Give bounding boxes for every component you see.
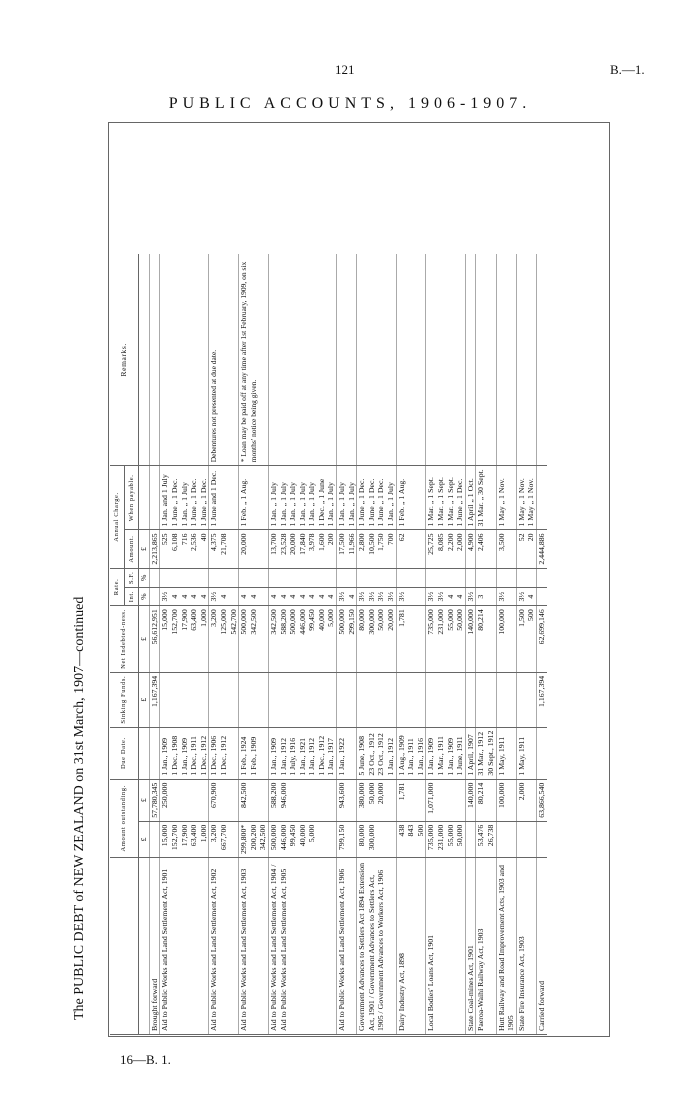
annual-amount-cell: 13,700 23,528 20,000 17,840 3,978 1,600 200 xyxy=(268,530,336,568)
table-row xyxy=(149,254,160,1034)
amount-detail-cell: 799,150 xyxy=(337,821,357,857)
net-indebtedness-cell: 1,500 500 xyxy=(516,606,536,673)
annual-amount-cell: 3,500 xyxy=(496,530,516,568)
net-indebtedness-cell: 140,000 xyxy=(465,606,476,673)
net-indebtedness-cell: 342,500 588,200 500,000 446,000 99,450 40,000 5,000 xyxy=(268,606,336,673)
table-row xyxy=(476,254,496,1034)
sinking-fund-cell xyxy=(476,672,496,727)
when-payable-cell xyxy=(149,466,160,530)
rotated-table-container xyxy=(110,125,610,1035)
interest-rate-cell: 4 4 xyxy=(239,588,269,606)
unit-pound: £ xyxy=(139,530,150,568)
amount-total-cell: 588,200 946,000 xyxy=(268,779,336,821)
row-label-cell: Hutt Railway and Road Improvement Acts, 1903 and 1905 xyxy=(496,858,516,1035)
interest-rate-cell: 3½ 4 4 4 4 xyxy=(160,588,209,606)
net-indebtedness-cell: 100,000 xyxy=(496,606,516,673)
table-row xyxy=(465,254,476,1034)
col-header-sf: S.F. xyxy=(124,568,139,587)
amount-detail-cell: 53,476 26,738 xyxy=(476,821,496,857)
net-indebtedness-cell: 56,612,951 xyxy=(149,606,160,673)
amount-detail-cell xyxy=(516,821,536,857)
when-payable-cell: 1 Jan. „ 1 July 1 Jan. „ 1 July 1 Jan. „ 1 July 1 Jan. „ 1 July 1 Jan. „ 1 July 1 Dec. „ 1 June 1 Jan. „ 1 July xyxy=(268,466,336,530)
unit-cell-blank xyxy=(139,858,150,1035)
sinking-fund-rate-cell xyxy=(465,568,476,587)
due-date-cell xyxy=(536,727,546,779)
interest-rate-cell: 3½ 3½ 4 4 xyxy=(426,588,465,606)
remarks-cell: Debentures not presented at due date. xyxy=(209,254,239,466)
table-row xyxy=(496,254,516,1034)
interest-rate-cell: 3½ 4 xyxy=(516,588,536,606)
when-payable-cell: 31 Mar. „ 30 Sept. xyxy=(476,466,496,530)
document-reference: B.—1. xyxy=(610,62,645,77)
sinking-fund-rate-cell xyxy=(268,568,336,587)
col-header-annual-charge: Annual Charge. xyxy=(110,466,124,568)
table-body xyxy=(149,254,546,1034)
amount-total-cell: 670,900 xyxy=(209,779,239,821)
amount-detail-cell: 438 843 500 xyxy=(396,821,426,857)
row-label-cell: State Coal-mines Act, 1901 xyxy=(465,858,476,1035)
amount-detail-cell: 299,800* 200,200 342,500 xyxy=(239,821,269,857)
when-payable-cell: 1 June „ 1 Dec. 1 June „ 1 Dec. 1 June „ 1 Dec. 1 Jan. „ 1 July xyxy=(357,466,396,530)
annual-amount-cell: 525 6,108 716 2,536 40 xyxy=(160,530,209,568)
sinking-fund-rate-cell xyxy=(239,568,269,587)
amount-detail-cell: 15,000 152,700 17,900 63,400 1,000 xyxy=(160,821,209,857)
remarks-cell xyxy=(268,254,336,466)
sinking-fund-cell xyxy=(239,672,269,727)
due-date-cell: 1 May, 1911 xyxy=(516,727,536,779)
due-date-cell: 1 Jan., 1909 1 Jan., 1912 1 July, 1916 1 Jan., 1921 1 Jan., 1912 1 Dec., 1912 1 Jan., 1917 xyxy=(268,727,336,779)
table-row xyxy=(160,254,209,1034)
amount-total-cell: 63,866,540 xyxy=(536,779,546,821)
page-number: 121 xyxy=(335,62,355,77)
interest-rate-cell: 3½ 4 xyxy=(209,588,239,606)
table-title: The PUBLIC DEBT of NEW ZEALAND on 31st March, 1907—continued xyxy=(72,596,87,1020)
row-label-cell: Aid to Public Works and Land Settlement Act, 1902 xyxy=(209,858,239,1035)
sinking-fund-rate-cell xyxy=(160,568,209,587)
remarks-cell xyxy=(396,254,426,466)
sinking-fund-cell xyxy=(209,672,239,727)
amount-detail-cell xyxy=(149,821,160,857)
row-label-cell: Brought forward xyxy=(149,858,160,1035)
public-debt-table xyxy=(110,254,547,1035)
table-row xyxy=(239,254,269,1034)
remarks-cell xyxy=(149,254,160,466)
amount-detail-cell: 735,000 231,000 55,000 50,000 xyxy=(426,821,465,857)
interest-rate-cell: 3½ xyxy=(465,588,476,606)
interest-rate-cell: 3½ 4 xyxy=(337,588,357,606)
table-row xyxy=(337,254,357,1034)
col-header-net-indebtedness: Net Indebted-ness. xyxy=(110,606,139,673)
when-payable-cell: 1 Jan. „ 1 July 1 Jan. „ 1 July xyxy=(337,466,357,530)
amount-detail-cell xyxy=(465,821,476,857)
sinking-fund-rate-cell xyxy=(536,568,546,587)
when-payable-cell: 1 Jan. and 1 July 1 June „ 1 Dec. 1 Jan. „ 1 July 1 June „ 1 Dec. 1 June „ 1 Dec. xyxy=(160,466,209,530)
due-date-cell: 5 June, 1908 23 Oct., 1912 23 Oct., 1912 1 Jan., 1912 xyxy=(357,727,396,779)
amount-detail-cell: 3,200 667,700 xyxy=(209,821,239,857)
due-date-cell xyxy=(149,727,160,779)
annual-amount-cell: 2,800 10,500 1,750 700 xyxy=(357,530,396,568)
sinking-fund-rate-cell xyxy=(426,568,465,587)
annual-amount-cell: 4,900 xyxy=(465,530,476,568)
due-date-cell: 1 Aug., 1909 1 Jan., 1911 1 Jan., 1916 xyxy=(396,727,426,779)
annual-amount-cell: 25,725 8,085 2,200 2,000 xyxy=(426,530,465,568)
unit-percent: % xyxy=(139,568,150,587)
amount-detail-cell xyxy=(496,821,516,857)
table-row xyxy=(268,254,336,1034)
remarks-cell xyxy=(357,254,396,466)
col-header-sinking-funds: Sinking Funds. xyxy=(110,672,139,727)
net-indebtedness-cell: 500,000 299,150 xyxy=(337,606,357,673)
when-payable-cell: 1 May „ 1 Nov. xyxy=(496,466,516,530)
sinking-fund-cell xyxy=(337,672,357,727)
annual-amount-cell: 4,375 21,708 xyxy=(209,530,239,568)
due-date-cell: 1 Feb., 1924 1 Feb., 1909 xyxy=(239,727,269,779)
col-header-amount: Amount. xyxy=(124,530,139,568)
table-row xyxy=(357,254,396,1034)
amount-total-cell: 100,000 xyxy=(496,779,516,821)
annual-amount-cell: 2,213,865 xyxy=(149,530,160,568)
unit-pound: £ xyxy=(139,821,150,857)
sinking-fund-cell xyxy=(268,672,336,727)
remarks-cell xyxy=(476,254,496,466)
row-label-cell: Paeroa-Waihi Railway Act, 1903 xyxy=(476,858,496,1035)
table-row xyxy=(536,254,546,1034)
unit-cell-blank xyxy=(139,254,150,466)
table-row xyxy=(516,254,536,1034)
due-date-cell: 1 April, 1907 xyxy=(465,727,476,779)
remarks-cell xyxy=(465,254,476,466)
due-date-cell: 31 Mar., 1912 30 Sept., 1912 xyxy=(476,727,496,779)
amount-total-cell: 57,780,345 xyxy=(149,779,160,821)
remarks-cell xyxy=(496,254,516,466)
table-row xyxy=(209,254,239,1034)
row-label-cell: Dairy Industry Act, 1898 xyxy=(396,858,426,1035)
sinking-fund-cell xyxy=(426,672,465,727)
net-indebtedness-cell: 500,000 342,500 xyxy=(239,606,269,673)
amount-total-cell: 943,600 xyxy=(337,779,357,821)
table-row xyxy=(396,254,426,1034)
sinking-fund-rate-cell xyxy=(149,568,160,587)
annual-amount-cell: 2,444,886 xyxy=(536,530,546,568)
col-header-when-payable: When payable. xyxy=(124,466,139,530)
due-date-cell: 1 May, 1911 xyxy=(496,727,516,779)
page-heading: PUBLIC ACCOUNTS, 1906-1907. xyxy=(168,95,532,112)
interest-rate-cell: 3½ 3½ 3½ 3½ xyxy=(357,588,396,606)
net-indebtedness-cell: 735,000 231,000 55,000 50,000 xyxy=(426,606,465,673)
due-date-cell: 1 Jan., 1909 1 Dec., 1908 1 Jan., 1909 1 Dec., 1911 1 Dec., 1912 xyxy=(160,727,209,779)
net-indebtedness-cell: 80,000 300,000 50,000 20,000 xyxy=(357,606,396,673)
annual-amount-cell: 62 xyxy=(396,530,426,568)
row-label-cell: Aid to Public Works and Land Settlement Act, 1901 xyxy=(160,858,209,1035)
row-label-cell: Aid to Public Works and Land Settlement Act, 1906 xyxy=(337,858,357,1035)
col-header-amount-outstanding: Amount outstanding. xyxy=(110,779,139,857)
amount-total-cell: 1,781 xyxy=(396,779,426,821)
net-indebtedness-cell: 1,781 xyxy=(396,606,426,673)
when-payable-cell: 1 April „ 1 Oct. xyxy=(465,466,476,530)
amount-total-cell: 1,071,000 xyxy=(426,779,465,821)
sinking-fund-rate-cell xyxy=(396,568,426,587)
annual-amount-cell: 2,406 xyxy=(476,530,496,568)
amount-total-cell: 250,000 xyxy=(160,779,209,821)
remarks-cell xyxy=(516,254,536,466)
remarks-cell xyxy=(337,254,357,466)
sinking-fund-rate-cell xyxy=(337,568,357,587)
amount-total-cell: 380,000 50,000 20,000 xyxy=(357,779,396,821)
sinking-fund-cell: 1,167,394 xyxy=(536,672,546,727)
row-label-cell: Aid to Public Works and Land Settlement Act, 1903 xyxy=(239,858,269,1035)
annual-amount-cell: 20,000 xyxy=(239,530,269,568)
when-payable-cell: 1 May „ 1 Nov. 1 May „ 1 Nov. xyxy=(516,466,536,530)
amount-total-cell: 140,000 xyxy=(465,779,476,821)
unit-percent: % xyxy=(139,588,150,606)
sinking-fund-cell xyxy=(357,672,396,727)
sinking-fund-rate-cell xyxy=(357,568,396,587)
table-row xyxy=(426,254,465,1034)
annual-amount-cell: 17,500 11,966 xyxy=(337,530,357,568)
amount-detail-cell: 500,000 446,000 99,450 40,000 5,000 xyxy=(268,821,336,857)
row-label-cell: Local Bodies' Loans Act, 1901 xyxy=(426,858,465,1035)
col-header-rate: Rate. xyxy=(110,568,124,606)
net-indebtedness-cell: 15,000 152,700 17,900 63,400 1,000 xyxy=(160,606,209,673)
net-indebtedness-cell: 62,699,146 xyxy=(536,606,546,673)
annual-amount-cell: 52 20 xyxy=(516,530,536,568)
sinking-fund-cell xyxy=(396,672,426,727)
remarks-cell xyxy=(426,254,465,466)
when-payable-cell: 1 Mar. „ 1 Sept. 1 Mar. „ 1 Sept. 1 Mar. „ 1 Sept. 1 June „ 1 Dec. xyxy=(426,466,465,530)
amount-detail-cell: 80,000 300,000 xyxy=(357,821,396,857)
row-label-cell: Government Advances to Settlers Act 1894 Extension Act, 1901 / Government Advances to Settlers Act, 1905 / Government Advances to Workers Act, 1906 xyxy=(357,858,396,1035)
row-label-cell: Carried forward xyxy=(536,858,546,1035)
interest-rate-cell: 3 xyxy=(476,588,496,606)
due-date-cell: 1 Jan., 1922 xyxy=(337,727,357,779)
sinking-fund-cell xyxy=(496,672,516,727)
amount-total-cell: 80,214 xyxy=(476,779,496,821)
remarks-cell: * Loan may be paid off at any time after 1st February, 1909, on six months' notice being given. xyxy=(239,254,269,466)
row-label-cell: Aid to Public Works and Land Settlement Act, 1904 / Aid to Public Works and Land Settlement Act, 1905 xyxy=(268,858,336,1035)
amount-total-cell: 842,500 xyxy=(239,779,269,821)
sinking-fund-cell: 1,167,394 xyxy=(149,672,160,727)
remarks-cell xyxy=(160,254,209,466)
amount-total-cell: 2,000 xyxy=(516,779,536,821)
page-footer: 16—B. 1. xyxy=(120,1052,171,1067)
amount-detail-cell xyxy=(536,821,546,857)
interest-rate-cell xyxy=(536,588,546,606)
col-header-due-date: Due Date. xyxy=(110,727,139,779)
due-date-cell: 1 Jan., 1909 1 Mar., 1911 1 Jan., 1909 1 June, 1911 xyxy=(426,727,465,779)
remarks-cell xyxy=(536,254,546,466)
row-label-cell: State Fire Insurance Act, 1903 xyxy=(516,858,536,1035)
unit-pound: £ xyxy=(139,779,150,821)
sinking-fund-rate-cell xyxy=(476,568,496,587)
net-indebtedness-cell: 3,200 125,000 542,700 xyxy=(209,606,239,673)
due-date-cell: 1 Dec., 1906 1 Dec., 1912 xyxy=(209,727,239,779)
sinking-fund-cell xyxy=(516,672,536,727)
sinking-fund-rate-cell xyxy=(209,568,239,587)
when-payable-cell: 1 Feb. „ 1 Aug. xyxy=(396,466,426,530)
sinking-fund-rate-cell xyxy=(496,568,516,587)
unit-cell-blank xyxy=(139,466,150,530)
col-header-int: Int. xyxy=(124,588,139,606)
when-payable-cell xyxy=(536,466,546,530)
col-header-remarks: Remarks. xyxy=(110,254,139,466)
interest-rate-cell: 3½ xyxy=(396,588,426,606)
sinking-fund-cell xyxy=(465,672,476,727)
col-header-description xyxy=(110,858,139,1035)
net-indebtedness-cell: 80,214 xyxy=(476,606,496,673)
unit-pound: £ xyxy=(139,606,150,673)
sinking-fund-rate-cell xyxy=(516,568,536,587)
interest-rate-cell xyxy=(149,588,160,606)
when-payable-cell: 1 Feb. „ 1 Aug. xyxy=(239,466,269,530)
interest-rate-cell: 3½ xyxy=(496,588,516,606)
interest-rate-cell: 4 4 4 4 4 4 4 xyxy=(268,588,336,606)
sinking-fund-cell xyxy=(160,672,209,727)
when-payable-cell: 1 June and 1 Dec. xyxy=(209,466,239,530)
unit-cell-blank xyxy=(139,727,150,779)
unit-pound: £ xyxy=(139,672,150,727)
